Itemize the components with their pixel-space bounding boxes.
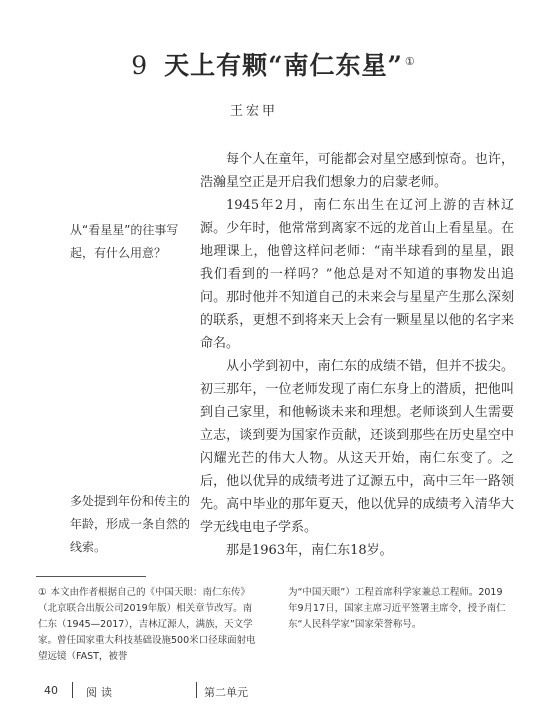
footer-divider bbox=[72, 682, 73, 698]
paragraph: 从小学到初中，南仁东的成绩不错，但并不拔尖。初三那年，一位老师发现了南仁东身上的潜质，把他叫到自己家里，和他畅谈未来和理想。老师谈到人生需要立志，谈到要为国家作贡献，还谈到那些在历史星空中闪耀光芒的伟大人物。从这天开始，南仁东变了。之后，他以优异的成绩考进了辽源五中，高中三年一路领先。高中毕业的那年夏天，他以优异的成绩考入清华大学无线电电子学系。 bbox=[200, 359, 514, 535]
footnote-text: 本文由作者根据自己的《中国天眼：南仁东传》（北京联合出版公司2019年版）相关章节改写。南仁东（1945—2017），吉林辽源人，满族，天文学家。曾任国家重大科技基础设施500米口径球面射电望远镜（FAST，被誉 bbox=[38, 587, 256, 662]
paragraph: 1945年2月，南仁东出生在辽河上游的吉林辽源。少年时，他常常到离家不远的龙首山上看星星。在地理课上，他曾这样问老师：“南半球看到的星星，跟我们看到的一样吗？”他总是对不知道的事物发出追问。那时他并不知道自己的未来会与星星产生那么深刻的联系，更想不到将来天上会有一颗星星以他的名字来命名。 bbox=[200, 198, 514, 351]
author-name: 王宏甲 bbox=[230, 104, 279, 119]
unit-name: 第二单元 bbox=[204, 686, 248, 699]
section-name: 阅读 bbox=[86, 686, 116, 699]
paragraph: 那是1963年，南仁东18岁。 bbox=[226, 543, 393, 558]
footnote-left-column bbox=[38, 585, 258, 665]
lesson-title bbox=[0, 46, 547, 82]
lesson-title-text: 天上有颗“南仁东星” bbox=[164, 51, 403, 80]
page-number: 40 bbox=[44, 684, 58, 697]
side-note: 多处提到年份和传主的年龄，形成一条自然的线索。 bbox=[70, 494, 191, 554]
lesson-number: 9 bbox=[131, 51, 149, 80]
footnote-divider bbox=[36, 576, 146, 577]
side-note: 从“看星星”的往事写起，有什么用意？ bbox=[70, 223, 179, 260]
footer-divider bbox=[196, 682, 197, 698]
main-text bbox=[200, 148, 514, 562]
footnote-right-column: 为“中国天眼”）工程首席科学家兼总工程师。2019年9月17日，国家主席习近平签署主席令，授予南仁东“人民科学家”国家荣誉称号。 bbox=[288, 587, 506, 630]
paragraph: 每个人在童年，可能都会对星空感到惊奇。也许，浩瀚星空正是开启我们想象力的启蒙老师。 bbox=[200, 152, 514, 190]
footnote-mark: ① bbox=[38, 587, 47, 598]
title-footnote-mark: ① bbox=[404, 54, 416, 68]
